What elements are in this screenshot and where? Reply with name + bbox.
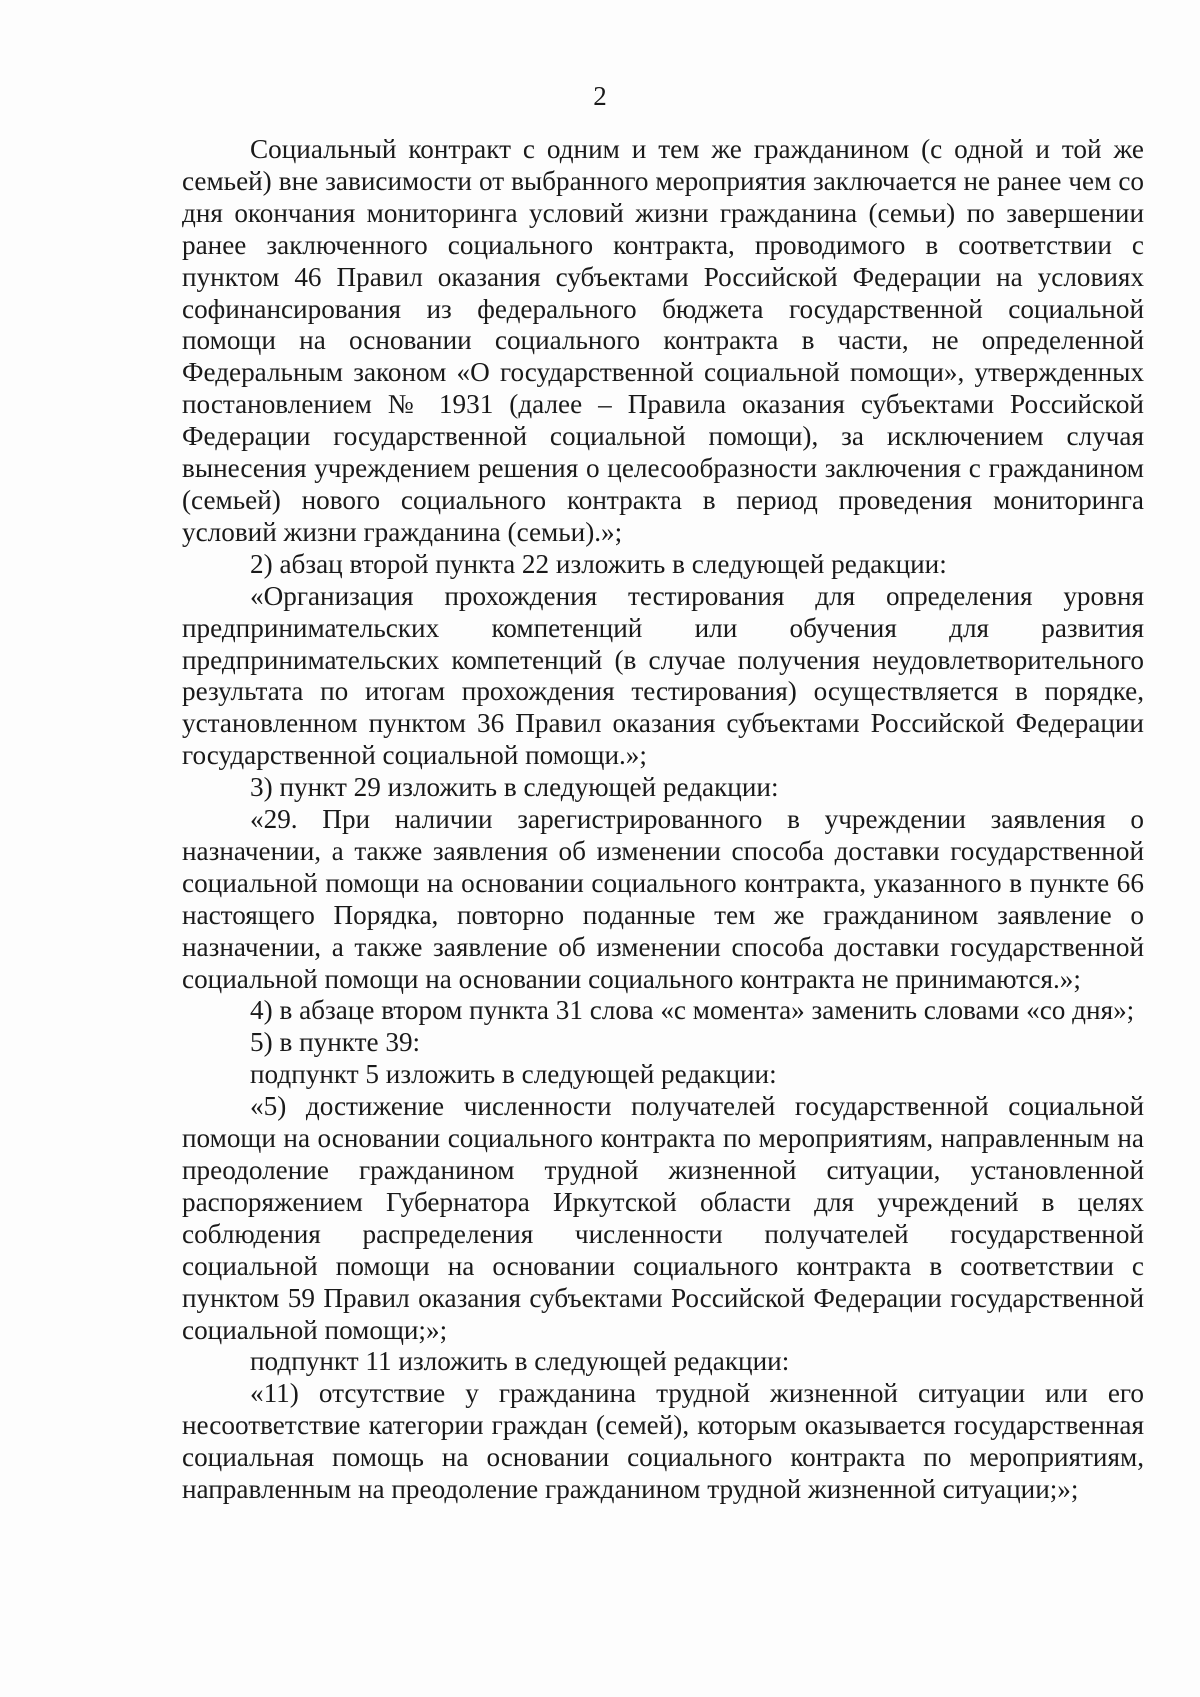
paragraph-item-5: 5) в пункте 39: xyxy=(250,1027,421,1058)
paragraph-subitem-11-text: «11) отсутствие у гражданина трудной жизненной ситуации или его несоответствие категории граждан (семей), которым оказывается государственная социальная помощь на основании социального контракта по мероприятиям, направленным на преодоление гражданином трудной жизненной ситуации;»; xyxy=(182,1378,1144,1505)
document-body xyxy=(182,134,1144,1506)
paragraph-item-3: 3) пункт 29 изложить в следующей редакции: xyxy=(250,772,779,803)
page-number: 2 xyxy=(593,81,607,111)
paragraph-item-2: 2) абзац второй пункта 22 изложить в следующей редакции: xyxy=(250,548,947,579)
paragraph-social-contract: Социальный контракт с одним и тем же гражданином (с одной и той же семьей) вне зависимости от выбранного мероприятия заключается не ранее чем со дня окончания мониторинга условий жизни гражданина (семьи) по завершении ранее заключенного социального контракта, проводимого в соответствии с пунктом 46 Правил оказания субъектами Российской Федерации на условиях софинансирования из федерального бюджета государственной социальной помощи на основании социального контракта в части, не определенной Федеральным законом «О государственной социальной помощи», утвержденных постановлением № 1931 (далее – Правила оказания субъектами Российской Федерации государственной социальной помощи), за исключением случая вынесения учреждением решения о целесообразности заключения с гражданином (семьей) нового социального контракта в период проведения мониторинга условий жизни гражданина (семьи).»; xyxy=(182,134,1144,547)
paragraph-subitem-5-text: «5) достижение численности получателей государственной социальной помощи на основании социального контракта по мероприятиям, направленным на преодоление гражданином трудной жизненной ситуации, установленной распоряжением Губернатора Иркутской области для учреждений в целях соблюдения распределения численности получателей государственной социальной помощи на основании социального контракта в соответствии с пунктом 59 Правил оказания субъектами Российской Федерации государственной социальной помощи;»; xyxy=(182,1091,1144,1345)
paragraph-subitem-11: подпункт 11 изложить в следующей редакции: xyxy=(250,1346,790,1377)
paragraph-subitem-5: подпункт 5 изложить в следующей редакции: xyxy=(250,1059,777,1090)
paragraph-item-4: 4) в абзаце втором пункта 31 слова «с момента» заменить словами «со дня»; xyxy=(250,995,1135,1026)
paragraph-item-2-text: «Организация прохождения тестирования для определения уровня предпринимательских компетенций или обучения для развития предпринимательских компетенций (в случае получения неудовлетворительного результата по итогам прохождения тестирования) осуществляется в порядке, установленном пунктом 36 Правил оказания субъектами Российской Федерации государственной социальной помощи.»; xyxy=(182,580,1144,771)
paragraph-item-3-text: «29. При наличии зарегистрированного в учреждении заявления о назначении, а также заявления об изменении способа доставки государственной социальной помощи на основании социального контракта, указанного в пункте 66 настоящего Порядка, повторно поданные тем же гражданином заявление о назначении, а также заявление об изменении способа доставки государственной социальной помощи на основании социального контракта не принимаются.»; xyxy=(182,804,1144,994)
